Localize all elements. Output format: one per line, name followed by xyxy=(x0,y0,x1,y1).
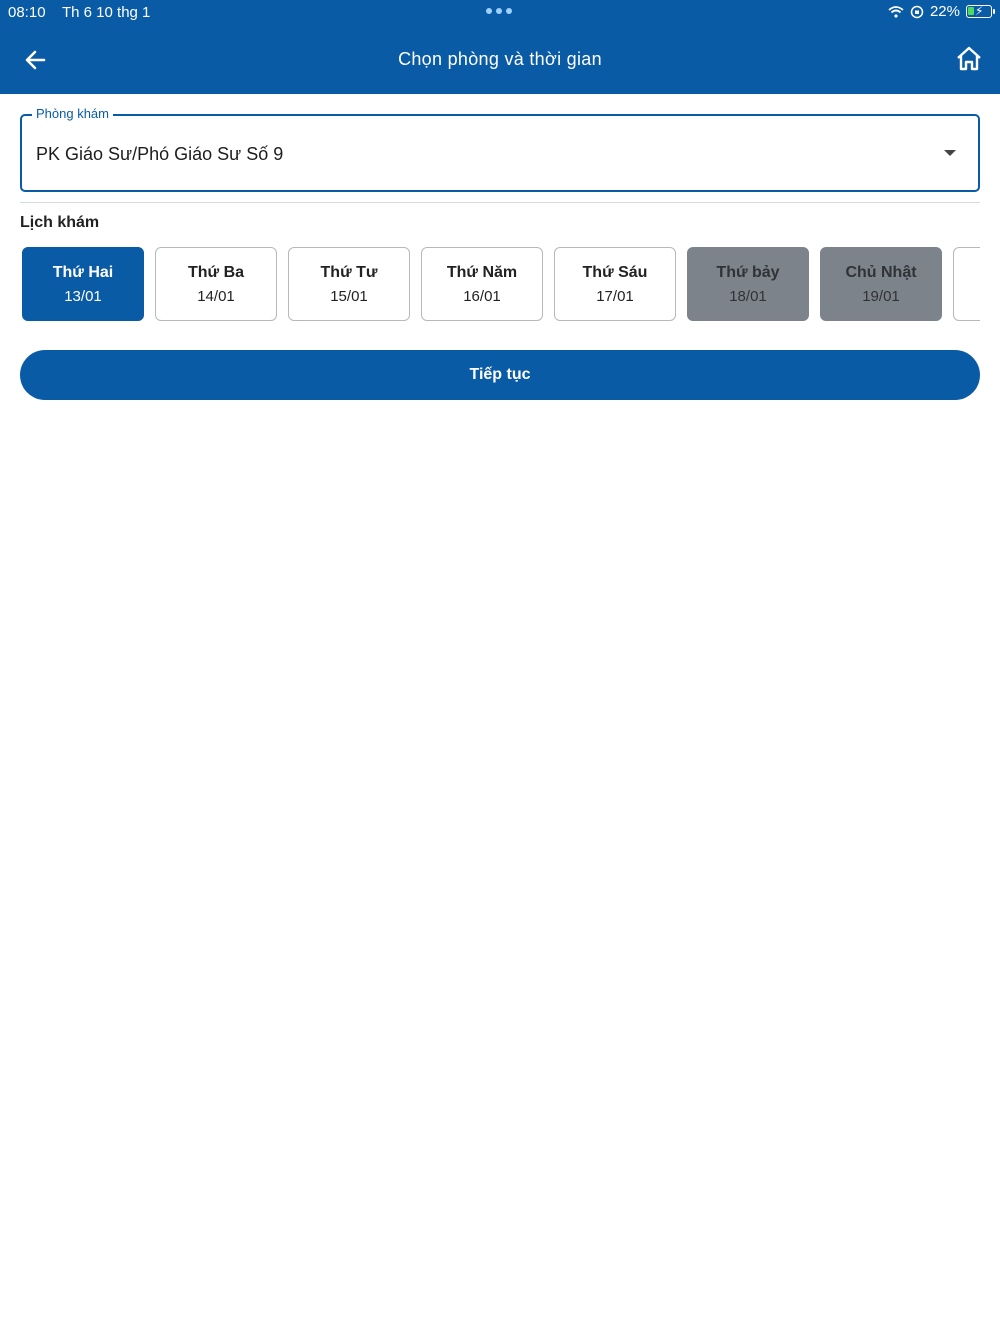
day-date: 14/01 xyxy=(197,287,235,305)
status-date: Th 6 10 thg 1 xyxy=(62,4,151,21)
day-name: Thứ bảy xyxy=(716,263,780,281)
day-option-thu[interactable] xyxy=(421,247,543,321)
status-time: 08:10 xyxy=(8,4,46,21)
app-header xyxy=(0,0,1000,94)
day-option-fri[interactable] xyxy=(554,247,676,321)
day-name: Chủ Nhật xyxy=(845,263,917,281)
day-name: Thứ Hai xyxy=(52,263,114,281)
schedule-label: Lịch khám xyxy=(20,214,100,231)
day-name: Thứ Năm xyxy=(446,263,518,281)
day-option-tue[interactable] xyxy=(155,247,277,321)
day-name: Thứ Sáu xyxy=(582,263,648,281)
status-bar xyxy=(0,0,1000,26)
page-title: Chọn phòng và thời gian xyxy=(398,49,602,69)
day-name: Thứ Tư xyxy=(320,263,378,281)
day-option-next[interactable] xyxy=(953,247,980,321)
day-date: 15/01 xyxy=(330,287,368,305)
divider xyxy=(20,202,980,203)
clinic-select-value: PK Giáo Sư/Phó Giáo Sư Số 9 xyxy=(36,144,284,164)
multitask-dots-icon[interactable] xyxy=(486,8,512,14)
day-option-sun[interactable] xyxy=(820,247,942,321)
day-date: 16/01 xyxy=(463,287,501,305)
orientation-lock-icon xyxy=(910,5,924,19)
wifi-icon xyxy=(888,6,904,18)
status-indicators xyxy=(888,3,992,20)
chevron-down-icon xyxy=(944,150,956,156)
day-option-wed[interactable] xyxy=(288,247,410,321)
day-selector xyxy=(22,247,980,322)
continue-button[interactable]: Tiếp tục xyxy=(20,350,980,400)
day-name: Thứ Ba xyxy=(187,263,245,281)
home-icon[interactable] xyxy=(954,44,984,74)
day-date: 18/01 xyxy=(729,287,767,305)
day-option-sat[interactable] xyxy=(687,247,809,321)
day-date: 19/01 xyxy=(862,287,900,305)
day-date: 17/01 xyxy=(596,287,634,305)
clinic-select[interactable] xyxy=(20,106,980,192)
battery-percent: 22% xyxy=(929,3,960,20)
battery-icon: ⚡ xyxy=(966,5,992,18)
clinic-select-label: Phòng khám xyxy=(32,106,113,121)
day-date: 13/01 xyxy=(64,287,102,305)
day-option-mon[interactable] xyxy=(22,247,144,321)
